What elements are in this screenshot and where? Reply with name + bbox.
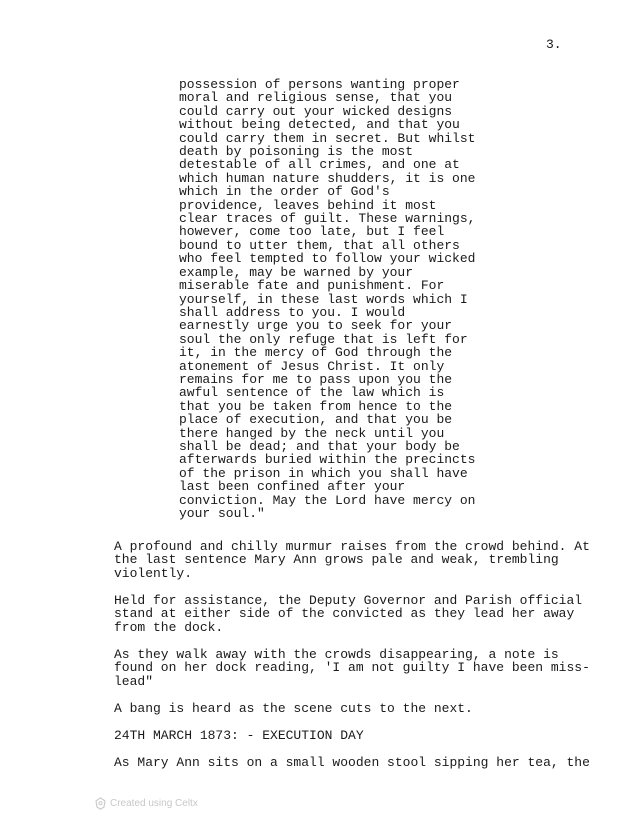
dialogue-line: miserable fate and punishment. For xyxy=(179,278,445,294)
dialogue-line: last been confined after your xyxy=(179,479,406,495)
dialogue-line: could carry them in secret. But whilst xyxy=(179,130,476,146)
dialogue-line: detestable of all crimes, and one at xyxy=(179,157,460,173)
dialogue-line: place of execution, and that you be xyxy=(179,412,453,428)
dialogue-line: of the prison in which you shall have xyxy=(179,465,468,481)
dialogue-line: which human nature shudders, it is one xyxy=(179,170,476,186)
dialogue-line: moral and religious sense, that you xyxy=(179,90,453,106)
action-paragraph xyxy=(114,648,590,688)
dialogue-line: that you be taken from hence to the xyxy=(179,398,453,414)
dialogue-line: awful sentence of the law which is xyxy=(179,385,445,401)
dialogue-line: death by poisoning is the most xyxy=(179,144,414,160)
dialogue-line: providence, leaves behind it most xyxy=(179,197,437,213)
dialogue-line: bound to utter them, that all others xyxy=(179,237,460,253)
dialogue-line: without being detected, and that you xyxy=(179,117,460,133)
dialogue-line: shall address to you. I would xyxy=(179,304,406,320)
action-line: A bang is heard as the scene cuts to the next. xyxy=(114,701,473,716)
dialogue-line: conviction. May the Lord have mercy on xyxy=(179,492,476,508)
dialogue-line: shall be dead; and that your body be xyxy=(179,438,460,454)
action-line: Held for assistance, the Deputy Governor and Parish official xyxy=(114,593,583,608)
action-line: As Mary Ann sits on a small wooden stool sipping her tea, the xyxy=(114,755,590,770)
scene-heading xyxy=(114,729,364,742)
footer xyxy=(95,797,198,810)
dialogue-line: however, come too late, but I feel xyxy=(179,224,445,240)
dialogue-line: remains for me to pass upon you the xyxy=(179,371,453,387)
action-line: stand at either side of the convicted as they lead her away xyxy=(114,606,575,622)
dialogue-line: could carry out your wicked designs xyxy=(179,103,453,119)
celtx-logo-icon xyxy=(95,797,106,810)
action-paragraph xyxy=(114,702,473,715)
dialogue-line: atonement of Jesus Christ. It only xyxy=(179,358,445,374)
action-line: A profound and chilly murmur raises from the crowd behind. At xyxy=(114,539,590,554)
action-line: As they walk away with the crowds disappearing, a note is xyxy=(114,647,559,662)
dialogue-line: there hanged by the neck until you xyxy=(179,425,445,441)
page-number: 3. xyxy=(546,37,562,52)
dialogue-line: who feel tempted to follow your wicked xyxy=(179,251,476,267)
dialogue-line: afterwards buried within the precincts xyxy=(179,452,476,468)
action-line: from the dock. xyxy=(114,619,224,635)
dialogue-line: possession of persons wanting proper xyxy=(179,77,460,92)
action-line: found on her dock reading, 'I am not guilty I have been miss- xyxy=(114,660,590,676)
dialogue-line: which in the order of God's xyxy=(179,184,390,200)
action-paragraph xyxy=(114,594,582,634)
dialogue-line: earnestly urge you to seek for your xyxy=(179,318,453,334)
dialogue-line: your soul." xyxy=(179,506,265,521)
action-line: the last sentence Mary Ann grows pale and weak, trembling xyxy=(114,552,559,568)
dialogue-line: example, may be warned by your xyxy=(179,264,414,280)
footer-text: Created using Celtx xyxy=(110,798,198,809)
action-line: lead" xyxy=(114,673,154,689)
dialogue-line: yourself, in these last words which I xyxy=(179,291,468,307)
scene-heading-line: 24TH MARCH 1873: - EXECUTION DAY xyxy=(114,728,364,743)
action-line: violently. xyxy=(114,565,193,581)
action-paragraph xyxy=(114,540,590,580)
dialogue-line: clear traces of guilt. These warnings, xyxy=(179,211,476,227)
dialogue-line: it, in the mercy of God through the xyxy=(179,345,453,361)
dialogue-block xyxy=(179,78,475,520)
action-paragraph xyxy=(114,756,590,769)
dialogue-line: soul the only refuge that is left for xyxy=(179,331,468,347)
